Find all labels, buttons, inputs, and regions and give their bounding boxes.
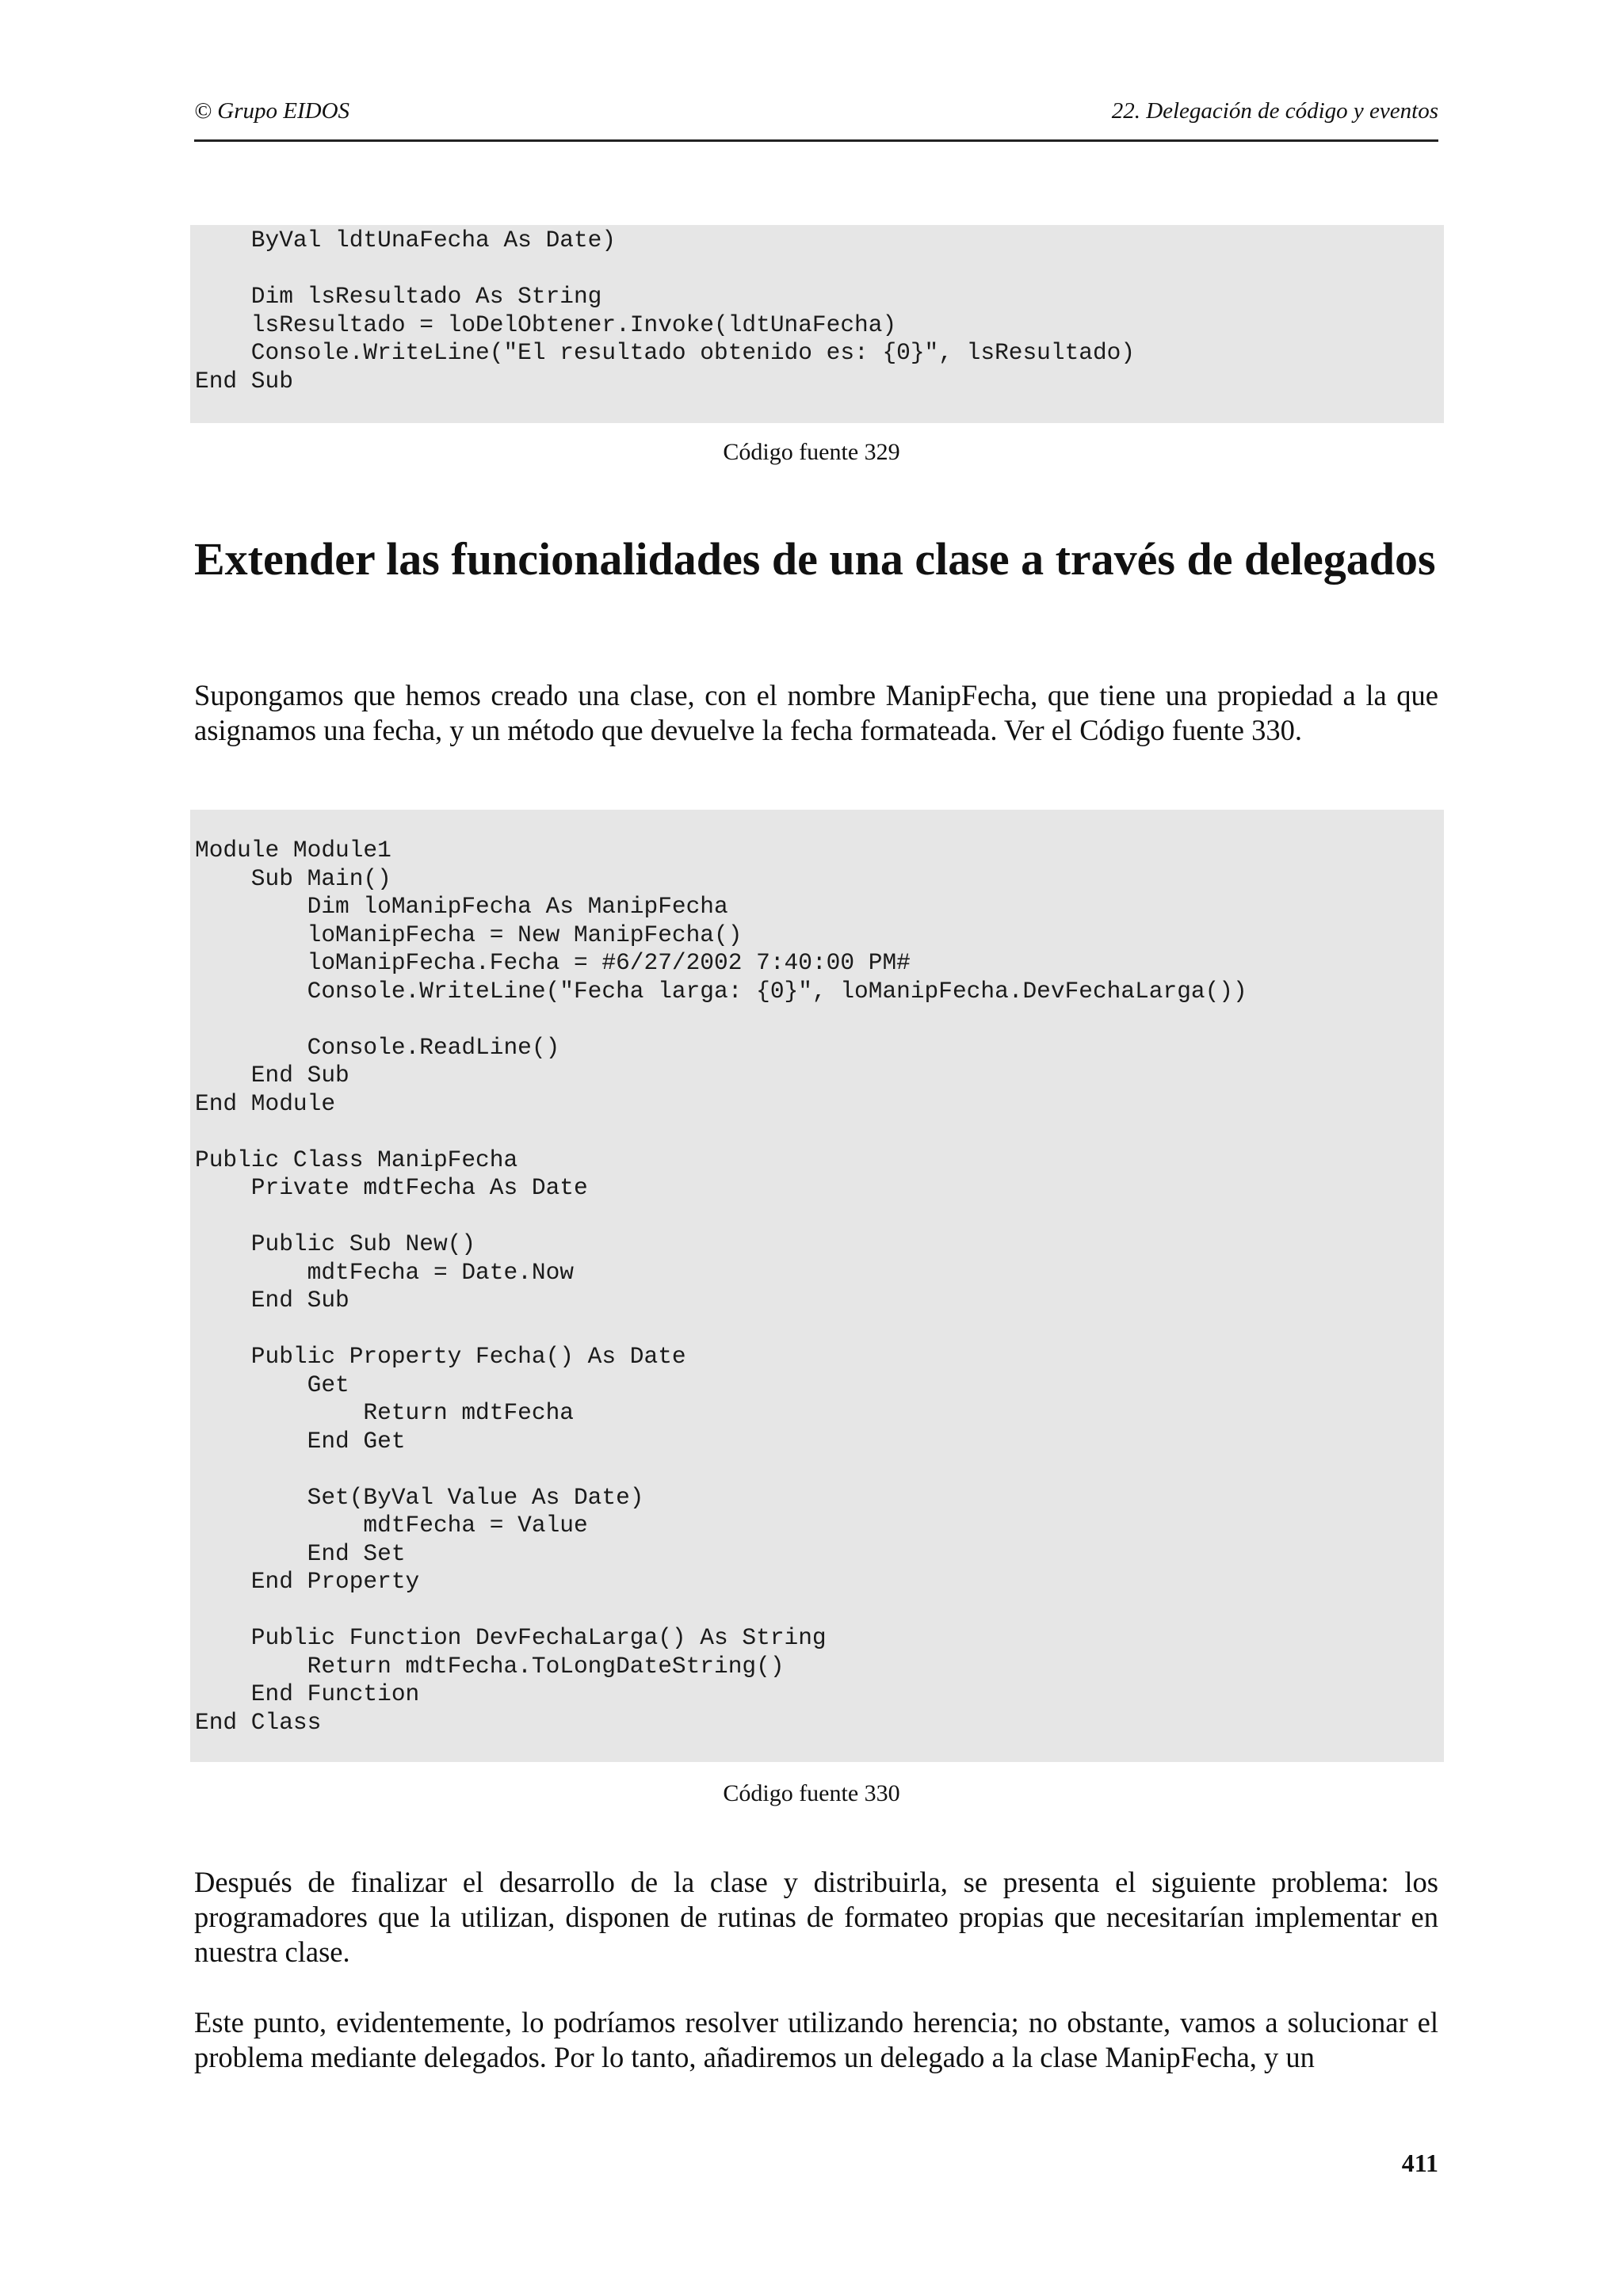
code-caption-329: Código fuente 329 [723, 439, 900, 465]
code-block-329 [190, 225, 1444, 423]
body-paragraph-1: Supongamos que hemos creado una clase, con el nombre ManipFecha, que tiene una propiedad a la que asignamos una fecha, y un método que devuelve la fecha formateada. Ver el Código fuente 330. [194, 679, 1438, 746]
page-header [194, 95, 1438, 142]
code-caption-330: Código fuente 330 [723, 1780, 900, 1806]
code-listing-329: ByVal ldtUnaFecha As Date) Dim lsResultado As String lsResultado = loDelObtener.Invoke(ldtUnaFecha) Console.WriteLine("El resultado obtenido es: {0}", lsResultado) End Sub [195, 227, 1136, 395]
page-number: 411 [1401, 2149, 1438, 2177]
code-listing-330: Module Module1 Sub Main() Dim loManipFecha As ManipFecha loManipFecha = New ManipFecha() loManipFecha.Fecha = #6/27/2002 7:40:00 PM# Console.WriteLine("Fecha larga: {0}", loManipFecha.DevFechaLarga()) Console.ReadLine() End Sub End Module Public Class ManipFecha Private mdtFecha As Date Public Sub New() mdtFecha = Date.Now End Sub Public Property Fecha() As Date Get Return mdtFecha End Get Set(ByVal Value As Date) mdtFecha = Value End Set End Property Public Function DevFechaLarga() As String Return mdtFecha.ToLongDateString() End Function End Class [195, 837, 1247, 1736]
header-publisher: © Grupo EIDOS [194, 98, 350, 124]
header-chapter-title: 22. Delegación de código y eventos [1111, 98, 1438, 124]
section-heading: Extender las funcionalidades de una clase a través de delegados [194, 533, 1436, 585]
body-paragraph-3: Este punto, evidentemente, lo podríamos resolver utilizando herencia; no obstante, vamos a solucionar el problema mediante delegados. Por lo tanto, añadiremos un delegado a la clase ManipFecha, y un [194, 2006, 1438, 2073]
body-paragraph-2: Después de finalizar el desarrollo de la clase y distribuirla, se presenta el siguiente problema: los programadores que la utilizan, disponen de rutinas de formateo propias que necesitarían implementar en nuestra clase. [194, 1866, 1438, 1968]
code-block-330 [190, 810, 1444, 1762]
